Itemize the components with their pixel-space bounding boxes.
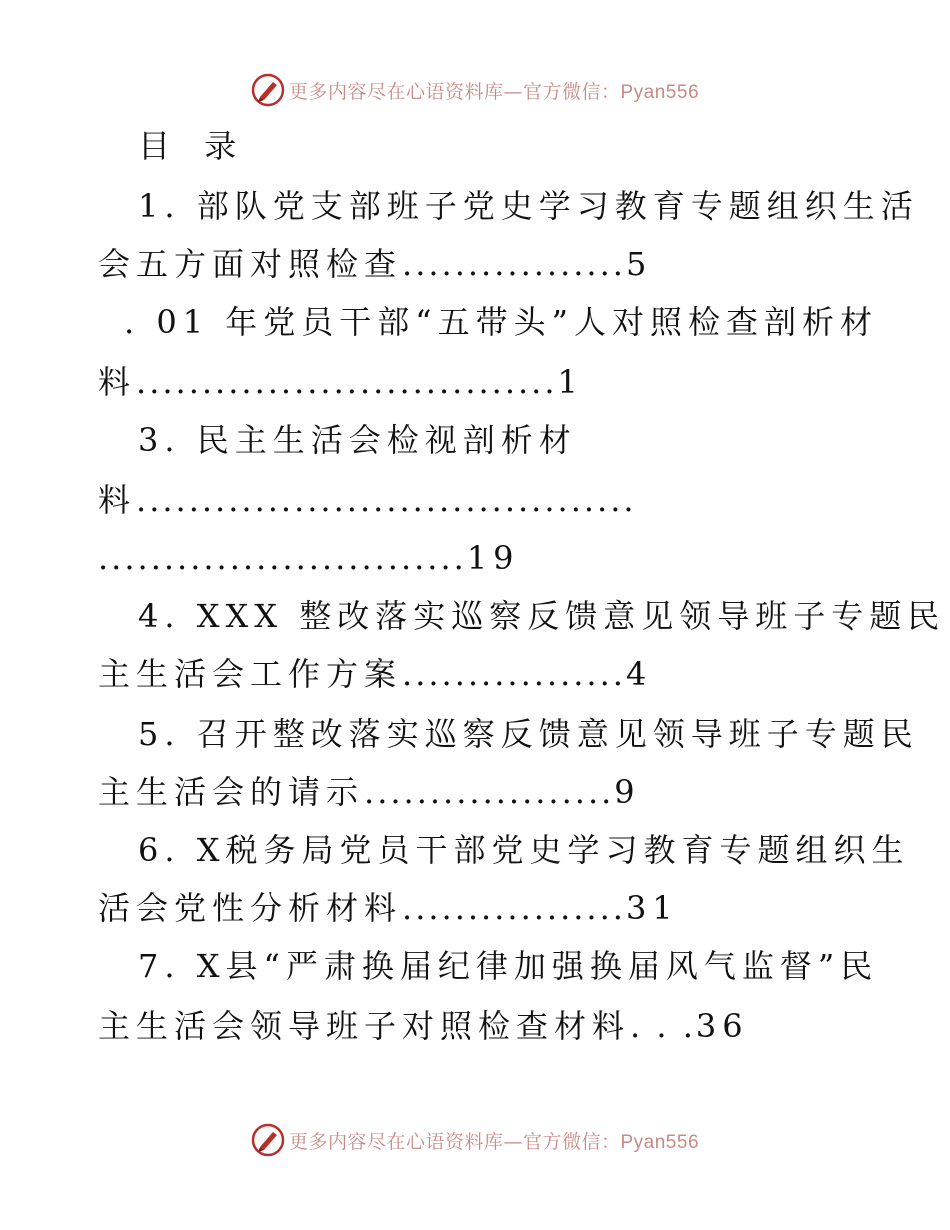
- pen-circle-logo-icon: [251, 1123, 285, 1157]
- toc-line: . 01 年党员干部“五带头”人对照检查剖析材: [124, 303, 878, 341]
- toc-line: 活会党性分析材料.................31: [98, 889, 679, 927]
- toc-title: 目 录: [138, 127, 249, 165]
- toc-line: 主生活会工作方案.................4: [98, 655, 653, 693]
- toc-line: 7. X县“严肃换届纪律加强换届风气监督”民: [138, 947, 879, 985]
- pen-circle-logo-icon: [251, 73, 285, 107]
- toc-line: 6. X税务局党员干部党史学习教育专题组织生: [138, 831, 910, 869]
- toc-page-number: 19: [466, 539, 520, 577]
- toc-line: 料......................................: [98, 481, 637, 519]
- toc-page-number: 36: [695, 1007, 749, 1045]
- toc-line: 1. 部队党支部班子党史学习教育专题组织生活: [138, 187, 919, 225]
- toc-line: 会五方面对照检查.................5: [98, 245, 653, 283]
- toc-line: 料................................1: [98, 363, 584, 401]
- watermark-text: 更多内容尽在心语资料库—官方微信：Pyan556: [288, 1130, 700, 1153]
- toc-line: 主生活会的请示...................9: [98, 773, 641, 811]
- toc-line: 主生活会领导班子对照检查材料. . .36: [98, 1007, 749, 1045]
- toc-line: 5. 召开整改落实巡察反馈意见领导班子专题民: [138, 715, 919, 753]
- toc-line: 3. 民主生活会检视剖析材: [138, 421, 577, 459]
- footer-watermark: [0, 1120, 950, 1160]
- toc-page-number: 4: [625, 655, 653, 693]
- toc-page-number: 9: [614, 773, 641, 811]
- toc-page-number: 1: [557, 363, 584, 401]
- watermark-text: 更多内容尽在心语资料库—官方微信：Pyan556: [288, 80, 700, 103]
- toc-page-number: 31: [625, 889, 679, 927]
- toc-page-number: 5: [625, 245, 653, 283]
- toc-line: ............................19: [98, 539, 520, 577]
- toc-line: 4. XXX 整改落实巡察反馈意见领导班子专题民: [138, 597, 946, 635]
- header-watermark: [0, 70, 950, 110]
